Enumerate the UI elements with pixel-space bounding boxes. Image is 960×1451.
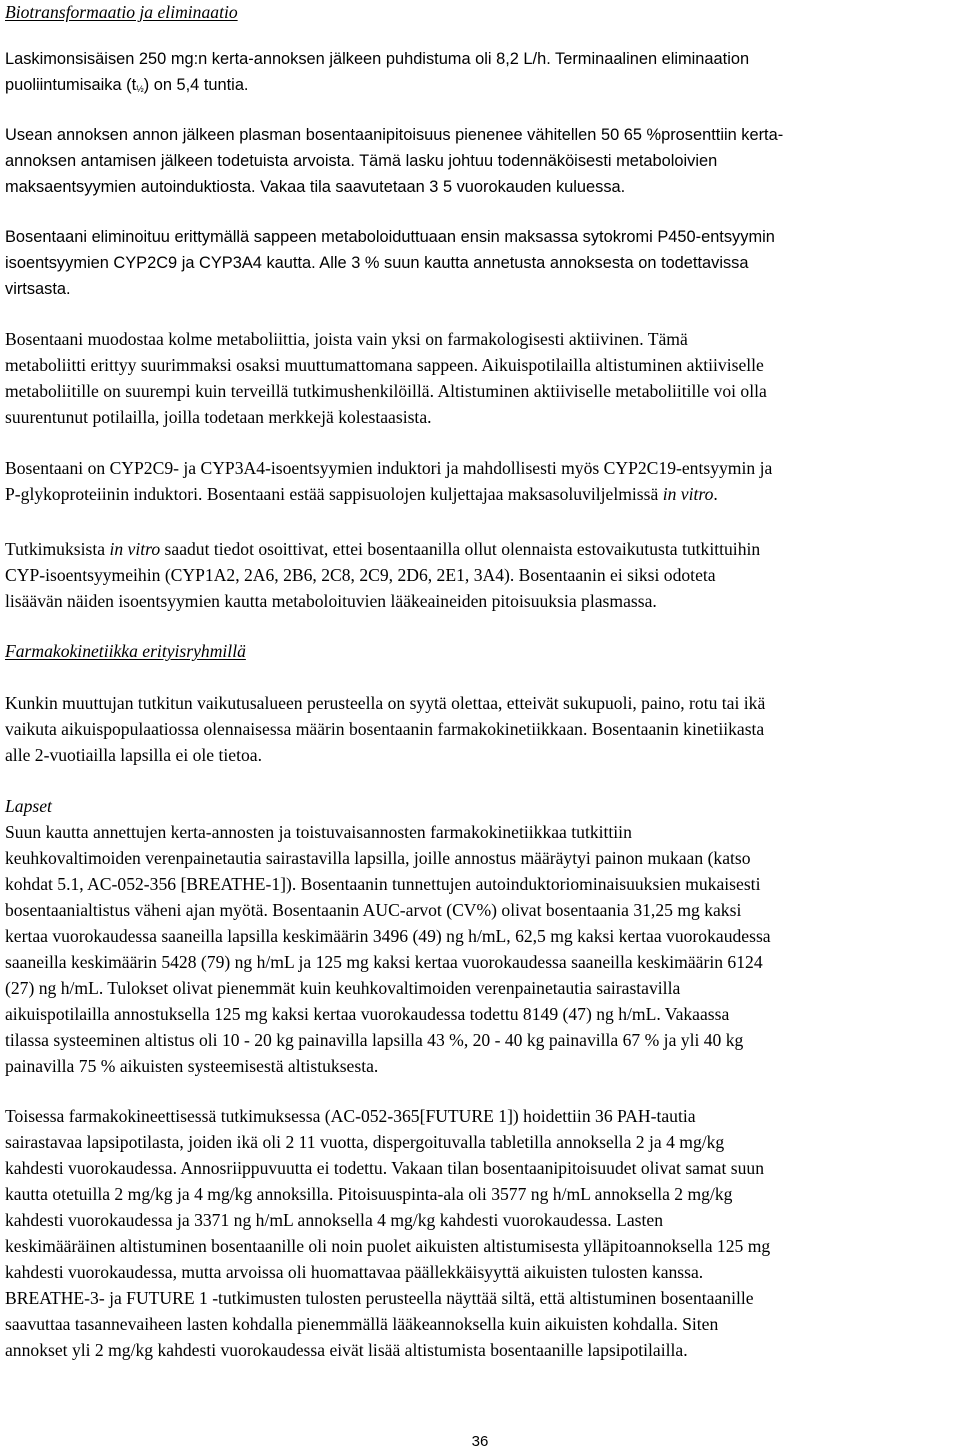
paragraph-metabolites-line-1: Bosentaani muodostaa kolme metaboliittia, joista vain yksi on farmakologisesti aktiivinen. Tämä bbox=[5, 329, 688, 349]
paragraph-children-line-3: kohdat 5.1, AC-052-356 [BREATHE-1]). Bosentaanin tunnettujen autoinduktoriominaisuuksien mukaisesti bbox=[5, 874, 761, 894]
paragraph-multidose-line-2: annoksen antamisen jälkeen todetuista arvoista. Tämä lasku johtuu todennäköisesti metaboloivien bbox=[5, 152, 718, 170]
paragraph-future1-line-10: annokset yli 2 mg/kg kahdesti vuorokaudessa eivät lisää altistumista bosentaanille lapsipotilailla. bbox=[5, 1340, 688, 1360]
paragraph-elimination-line-2: isoentsyymien CYP2C9 ja CYP3A4 kautta. Alle 3 % suun kautta annetusta annoksesta on todettavissa bbox=[5, 254, 749, 272]
paragraph-children-line-10: painavilla 75 % aikuisten systeemisestä altistuksesta. bbox=[5, 1056, 379, 1076]
paragraph-future1-line-7: kahdesti vuorokaudessa, mutta arvoissa oli huomattavaa päällekkäisyyttä aikuisten tulosten kanssa. bbox=[5, 1262, 704, 1282]
paragraph-invitro-line-1 bbox=[5, 537, 760, 561]
paragraph-future1-line-6: keskimääräinen altistuminen bosentaanille oli noin puolet aikuisten altistumisesta ylläpitoannoksella 125 mg bbox=[5, 1236, 771, 1256]
paragraph-children-line-5: kertaa vuorokaudessa saaneilla lapsilla keskimäärin 3496 (49) ng h/mL, 62,5 mg kaksi kertaa vuorokaudessa bbox=[5, 926, 771, 946]
paragraph-children-line-2: keuhkovaltimoiden verenpainetautia sairastavilla lapsilla, joille annostus määräytyi painon mukaan (katso bbox=[5, 848, 751, 868]
paragraph-elimination-line-1: Bosentaani eliminoituu erittymällä sappeen metaboloiduttuaan ensin maksassa sytokromi P450-entsyymin bbox=[5, 228, 775, 246]
paragraph-future1-line-1: Toisessa farmakokineettisessä tutkimuksessa (AC-052-365[FUTURE 1]) hoidettiin 36 PAH-tautia bbox=[5, 1106, 696, 1126]
subheading-children: Lapset bbox=[5, 796, 52, 816]
paragraph-invitro-line-3: lisäävän näiden isoentsyymien kautta metaboloituvien lääkeaineiden pitoisuuksia plasmassa. bbox=[5, 591, 657, 611]
paragraph-clearance-line-2 bbox=[5, 73, 249, 101]
paragraph-metabolites-line-3: metaboliitille on suurempi kuin terveillä tutkimushenkilöillä. Altistuminen aktiiviselle metaboliitille voi olla bbox=[5, 381, 767, 401]
invitro-rest: saadut tiedot osoittivat, ettei bosentaanilla ollut olennaista estovaikutusta tutkittuihin bbox=[160, 539, 761, 559]
paragraph-metabolites-line-2: metaboliitti erittyy suurimmaksi osaksi muuttumattomana sappeen. Aikuispotilailla altistuminen aktiiviselle bbox=[5, 355, 764, 375]
half-life-value: ) on 5,4 tuntia. bbox=[143, 76, 249, 94]
section-heading-biotransformation: Biotransformaatio ja eliminaatio bbox=[5, 2, 238, 22]
paragraph-multidose-line-1: Usean annoksen annon jälkeen plasman bosentaanipitoisuus pienenee vähitellen 50 65 %prosenttiin kerta- bbox=[5, 126, 784, 144]
paragraph-children-line-1: Suun kautta annettujen kerta-annosten ja toistuvaisannosten farmakokinetiikkaa tutkittiin bbox=[5, 822, 632, 842]
paragraph-future1-line-8: BREATHE-3- ja FUTURE 1 -tutkimusten tulosten perusteella näyttää siltä, että altistuminen bosentaanille bbox=[5, 1288, 754, 1308]
paragraph-invitro-line-2: CYP-isoentsyymeihin (CYP1A2, 2A6, 2B6, 2C8, 2C9, 2D6, 2E1, 3A4). Bosentaanin ei siksi odoteta bbox=[5, 565, 716, 585]
invitro-lead: Tutkimuksista bbox=[5, 539, 110, 559]
paragraph-elimination-line-3: virtsasta. bbox=[5, 280, 71, 298]
paragraph-multidose-line-3: maksaentsyymien autoinduktiosta. Vakaa tila saavutetaan 3 5 vuorokauden kuluessa. bbox=[5, 178, 626, 196]
paragraph-future1-line-5: kahdesti vuorokaudessa ja 3371 ng h/mL annoksella 4 mg/kg kahdesti vuorokaudessa. Lasten bbox=[5, 1210, 663, 1230]
paragraph-children-line-7: (27) ng h/mL. Tulokset olivat pienemmät kuin keuhkovaltimoiden verenpainetautia sairastavilla bbox=[5, 978, 681, 998]
inducer-text: P-glykoproteiinin induktori. Bosentaani estää sappisuolojen kuljettajaa maksasoluviljelmissä bbox=[5, 484, 663, 504]
paragraph-populations-line-1: Kunkin muuttujan tutkitun vaikutusalueen perusteella on syytä olettaa, etteivät sukupuoli, paino, rotu tai ikä bbox=[5, 693, 766, 713]
in-vitro-term: in vitro bbox=[662, 484, 714, 504]
paragraph-inducer-line-1: Bosentaani on CYP2C9- ja CYP3A4-isoentsyymien induktori ja mahdollisesti myös CYP2C19-entsyymin ja bbox=[5, 458, 773, 478]
paragraph-populations-line-2: vaikuta aikuispopulaatiossa olennaisessa määrin bosentaanin farmakokinetiikkaan. Bosentaanin kinetiikasta bbox=[5, 719, 765, 739]
paragraph-children-line-8: aikuispotilailla annostuksella 125 mg kaksi kertaa vuorokaudessa todettu 8149 (47) ng h/mL. Vakaassa bbox=[5, 1004, 730, 1024]
half-life-text: puoliintumisaika (t bbox=[5, 76, 137, 94]
in-vitro-term: in vitro bbox=[109, 539, 161, 559]
paragraph-children-line-9: tilassa systeeminen altistus oli 10 - 20 kg painavilla lapsilla 43 %, 20 - 40 kg painavilla 67 % ja yli 40 kg bbox=[5, 1030, 744, 1050]
paragraph-inducer-line-2 bbox=[5, 482, 718, 506]
paragraph-populations-line-3: alle 2-vuotiailla lapsilla ei ole tietoa. bbox=[5, 745, 262, 765]
paragraph-future1-line-4: kautta otetuilla 2 mg/kg ja 4 mg/kg annoksilla. Pitoisuuspinta-ala oli 3577 ng h/mL annoksella 2 mg/kg bbox=[5, 1184, 733, 1204]
paragraph-clearance-line-1: Laskimonsisäisen 250 mg:n kerta-annoksen jälkeen puhdistuma oli 8,2 L/h. Terminaalinen eliminaation bbox=[5, 50, 750, 68]
paragraph-children-line-4: bosentaanialtistus väheni ajan myötä. Bosentaanin AUC-arvot (CV%) olivat bosentaania 31,25 mg kaksi bbox=[5, 900, 742, 920]
page-number: 36 bbox=[471, 1433, 489, 1450]
inducer-period: . bbox=[713, 484, 718, 504]
section-heading-special-populations: Farmakokinetiikka erityisryhmillä bbox=[5, 641, 246, 661]
paragraph-future1-line-2: sairastavaa lapsipotilasta, joiden ikä oli 2 11 vuotta, dispergoituvalla tabletilla annoksella 2 ja 4 mg/kg bbox=[5, 1132, 725, 1152]
half-life-subscript: ½ bbox=[136, 84, 144, 94]
paragraph-metabolites-line-4: suurentunut potilailla, joilla todetaan merkkejä kolestaasista. bbox=[5, 407, 432, 427]
paragraph-children-line-6: saaneilla keskimäärin 5428 (79) ng h/mL ja 125 mg kaksi kertaa vuorokaudessa saaneilla keskimäärin 6124 bbox=[5, 952, 763, 972]
paragraph-future1-line-9: saavuttaa tasannevaiheen lasten kohdalla pienemmällä lääkeannoksella kuin aikuisten kohdalla. Siten bbox=[5, 1314, 719, 1334]
paragraph-future1-line-3: kahdesti vuorokaudessa. Annosriippuvuutta ei todettu. Vakaan tilan bosentaanipitoisuudet olivat samat suun bbox=[5, 1158, 765, 1178]
